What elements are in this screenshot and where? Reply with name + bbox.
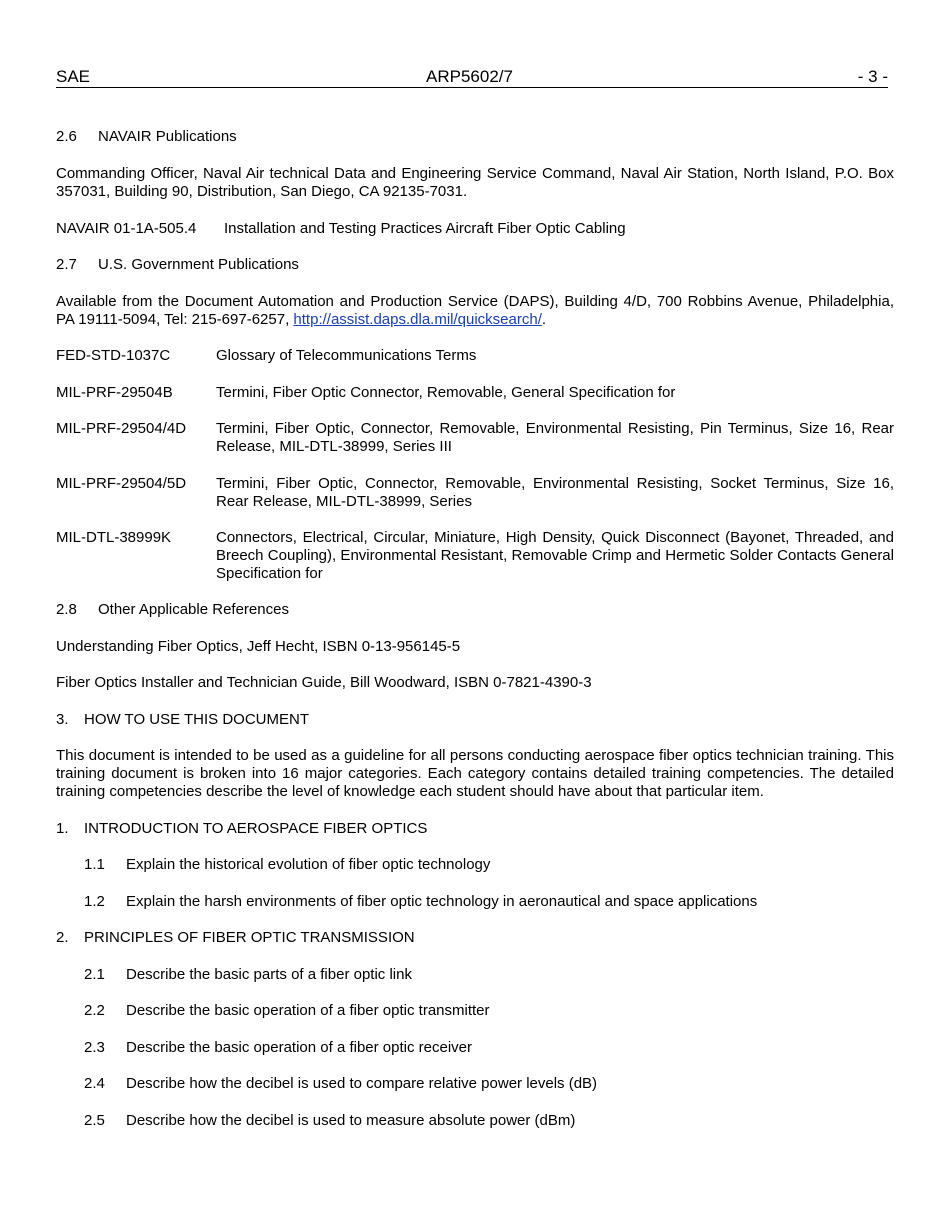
competency-number: 2.2 — [84, 1002, 105, 1019]
competency-item — [84, 1002, 490, 1020]
category-number: 2. — [56, 929, 69, 946]
pub-row — [56, 475, 894, 511]
competency-text: Describe the basic parts of a fiber optic link — [126, 966, 412, 983]
publication-title: Glossary of Telecommunications Terms — [216, 347, 477, 364]
competency-item — [84, 1039, 472, 1057]
how-to-use-paragraph: This document is intended to be used as a guideline for all persons conducting aerospace fiber optics technician training. This training document is broken into 16 major categories. Each category contains detailed training competencies. The detailed training competencies describe the level of knowledge each student should have about that particular item. — [56, 747, 894, 800]
competency-text: Describe how the decibel is used to measure absolute power (dBm) — [126, 1112, 576, 1129]
section-number: 2.8 — [56, 601, 77, 618]
section-number: 3. — [56, 711, 69, 728]
section-heading-2-7 — [56, 256, 894, 274]
publication-title: Termini, Fiber Optic, Connector, Removable, Environmental Resisting, Socket Terminus, Size 16, Rear Release, MIL-DTL-38999, Series — [216, 475, 894, 510]
publication-title: Termini, Fiber Optic, Connector, Removable, Environmental Resisting, Pin Terminus, Size 16, Rear Release, MIL-DTL-38999, Series III — [216, 420, 894, 455]
competency-text: Explain the historical evolution of fiber optic technology — [126, 856, 491, 873]
section-heading-3 — [56, 711, 894, 729]
section-number: 2.6 — [56, 128, 77, 145]
header-doc-number: ARP5602/7 — [426, 67, 513, 86]
daps-paragraph — [56, 293, 894, 329]
publication-title: Connectors, Electrical, Circular, Miniature, High Density, Quick Disconnect (Bayonet, Threaded, and Breech Coupling), Environmental Resistant, Removable Crimp and Hermetic Solder Contacts General Specification for — [216, 529, 894, 582]
competency-item — [84, 966, 412, 984]
header-org: SAE — [56, 67, 91, 86]
pub-row — [56, 347, 894, 365]
pub-row — [56, 384, 894, 402]
publication-id: MIL-PRF-29504/4D — [56, 420, 187, 437]
navair-publication — [56, 220, 894, 238]
competency-number: 2.4 — [84, 1075, 105, 1092]
competency-number: 1.1 — [84, 856, 105, 873]
reference-item: Fiber Optics Installer and Technician Guide, Bill Woodward, ISBN 0-7821-4390-3 — [56, 674, 592, 691]
section-heading-2-8 — [56, 601, 894, 619]
category-number: 1. — [56, 820, 69, 837]
publication-id: MIL-PRF-29504B — [56, 384, 173, 401]
section-title: U.S. Government Publications — [98, 256, 299, 273]
competency-item — [84, 856, 490, 874]
quicksearch-link[interactable]: http://assist.daps.dla.mil/quicksearch/ — [293, 311, 542, 328]
category-title: INTRODUCTION TO AEROSPACE FIBER OPTICS — [84, 820, 428, 837]
section-title: HOW TO USE THIS DOCUMENT — [84, 711, 310, 728]
competency-item — [84, 1112, 575, 1130]
page-header — [56, 67, 888, 88]
pub-row — [56, 529, 894, 583]
publication-title: Termini, Fiber Optic Connector, Removable, General Specification for — [216, 384, 676, 401]
section-title: Other Applicable References — [98, 601, 289, 618]
competency-text: Describe the basic operation of a fiber optic receiver — [126, 1039, 473, 1056]
publication-title: Installation and Testing Practices Aircraft Fiber Optic Cabling — [224, 220, 626, 237]
competency-item — [84, 893, 757, 911]
competency-number: 2.3 — [84, 1039, 105, 1056]
section-heading-2-6 — [56, 128, 894, 146]
publication-id: MIL-PRF-29504/5D — [56, 475, 187, 492]
publication-id: MIL-DTL-38999K — [56, 529, 172, 546]
header-page-number: - 3 - — [857, 67, 888, 86]
daps-text-end: . — [541, 311, 547, 328]
publication-id: FED-STD-1037C — [56, 347, 171, 364]
competency-number: 2.1 — [84, 966, 105, 983]
competency-item — [84, 1075, 597, 1093]
competency-number: 1.2 — [84, 893, 105, 910]
reference-item: Understanding Fiber Optics, Jeff Hecht, ISBN 0-13-956145-5 — [56, 638, 461, 655]
category-heading-1 — [56, 820, 894, 838]
pub-row — [56, 420, 894, 456]
daps-text: Available from the Document Automation and Production Service (DAPS), Building 4/D, 700 Robbins Avenue, Philadelphia, PA 19111-5094, Tel: 215-697-6257, — [56, 293, 894, 328]
category-heading-2 — [56, 929, 894, 947]
competency-text: Describe how the decibel is used to compare relative power levels (dB) — [126, 1075, 598, 1092]
category-title: PRINCIPLES OF FIBER OPTIC TRANSMISSION — [84, 929, 415, 946]
competency-text: Explain the harsh environments of fiber optic technology in aeronautical and space applications — [126, 893, 758, 910]
section-number: 2.7 — [56, 256, 77, 273]
section-title: NAVAIR Publications — [98, 128, 237, 145]
publication-id: NAVAIR 01-1A-505.4 — [56, 220, 197, 237]
competency-text: Describe the basic operation of a fiber optic transmitter — [126, 1002, 490, 1019]
navair-address-paragraph: Commanding Officer, Naval Air technical Data and Engineering Service Command, Naval Air Station, North Island, P.O. Box 357031, Building 90, Distribution, San Diego, CA 92135-7031. — [56, 165, 894, 200]
competency-number: 2.5 — [84, 1112, 105, 1129]
